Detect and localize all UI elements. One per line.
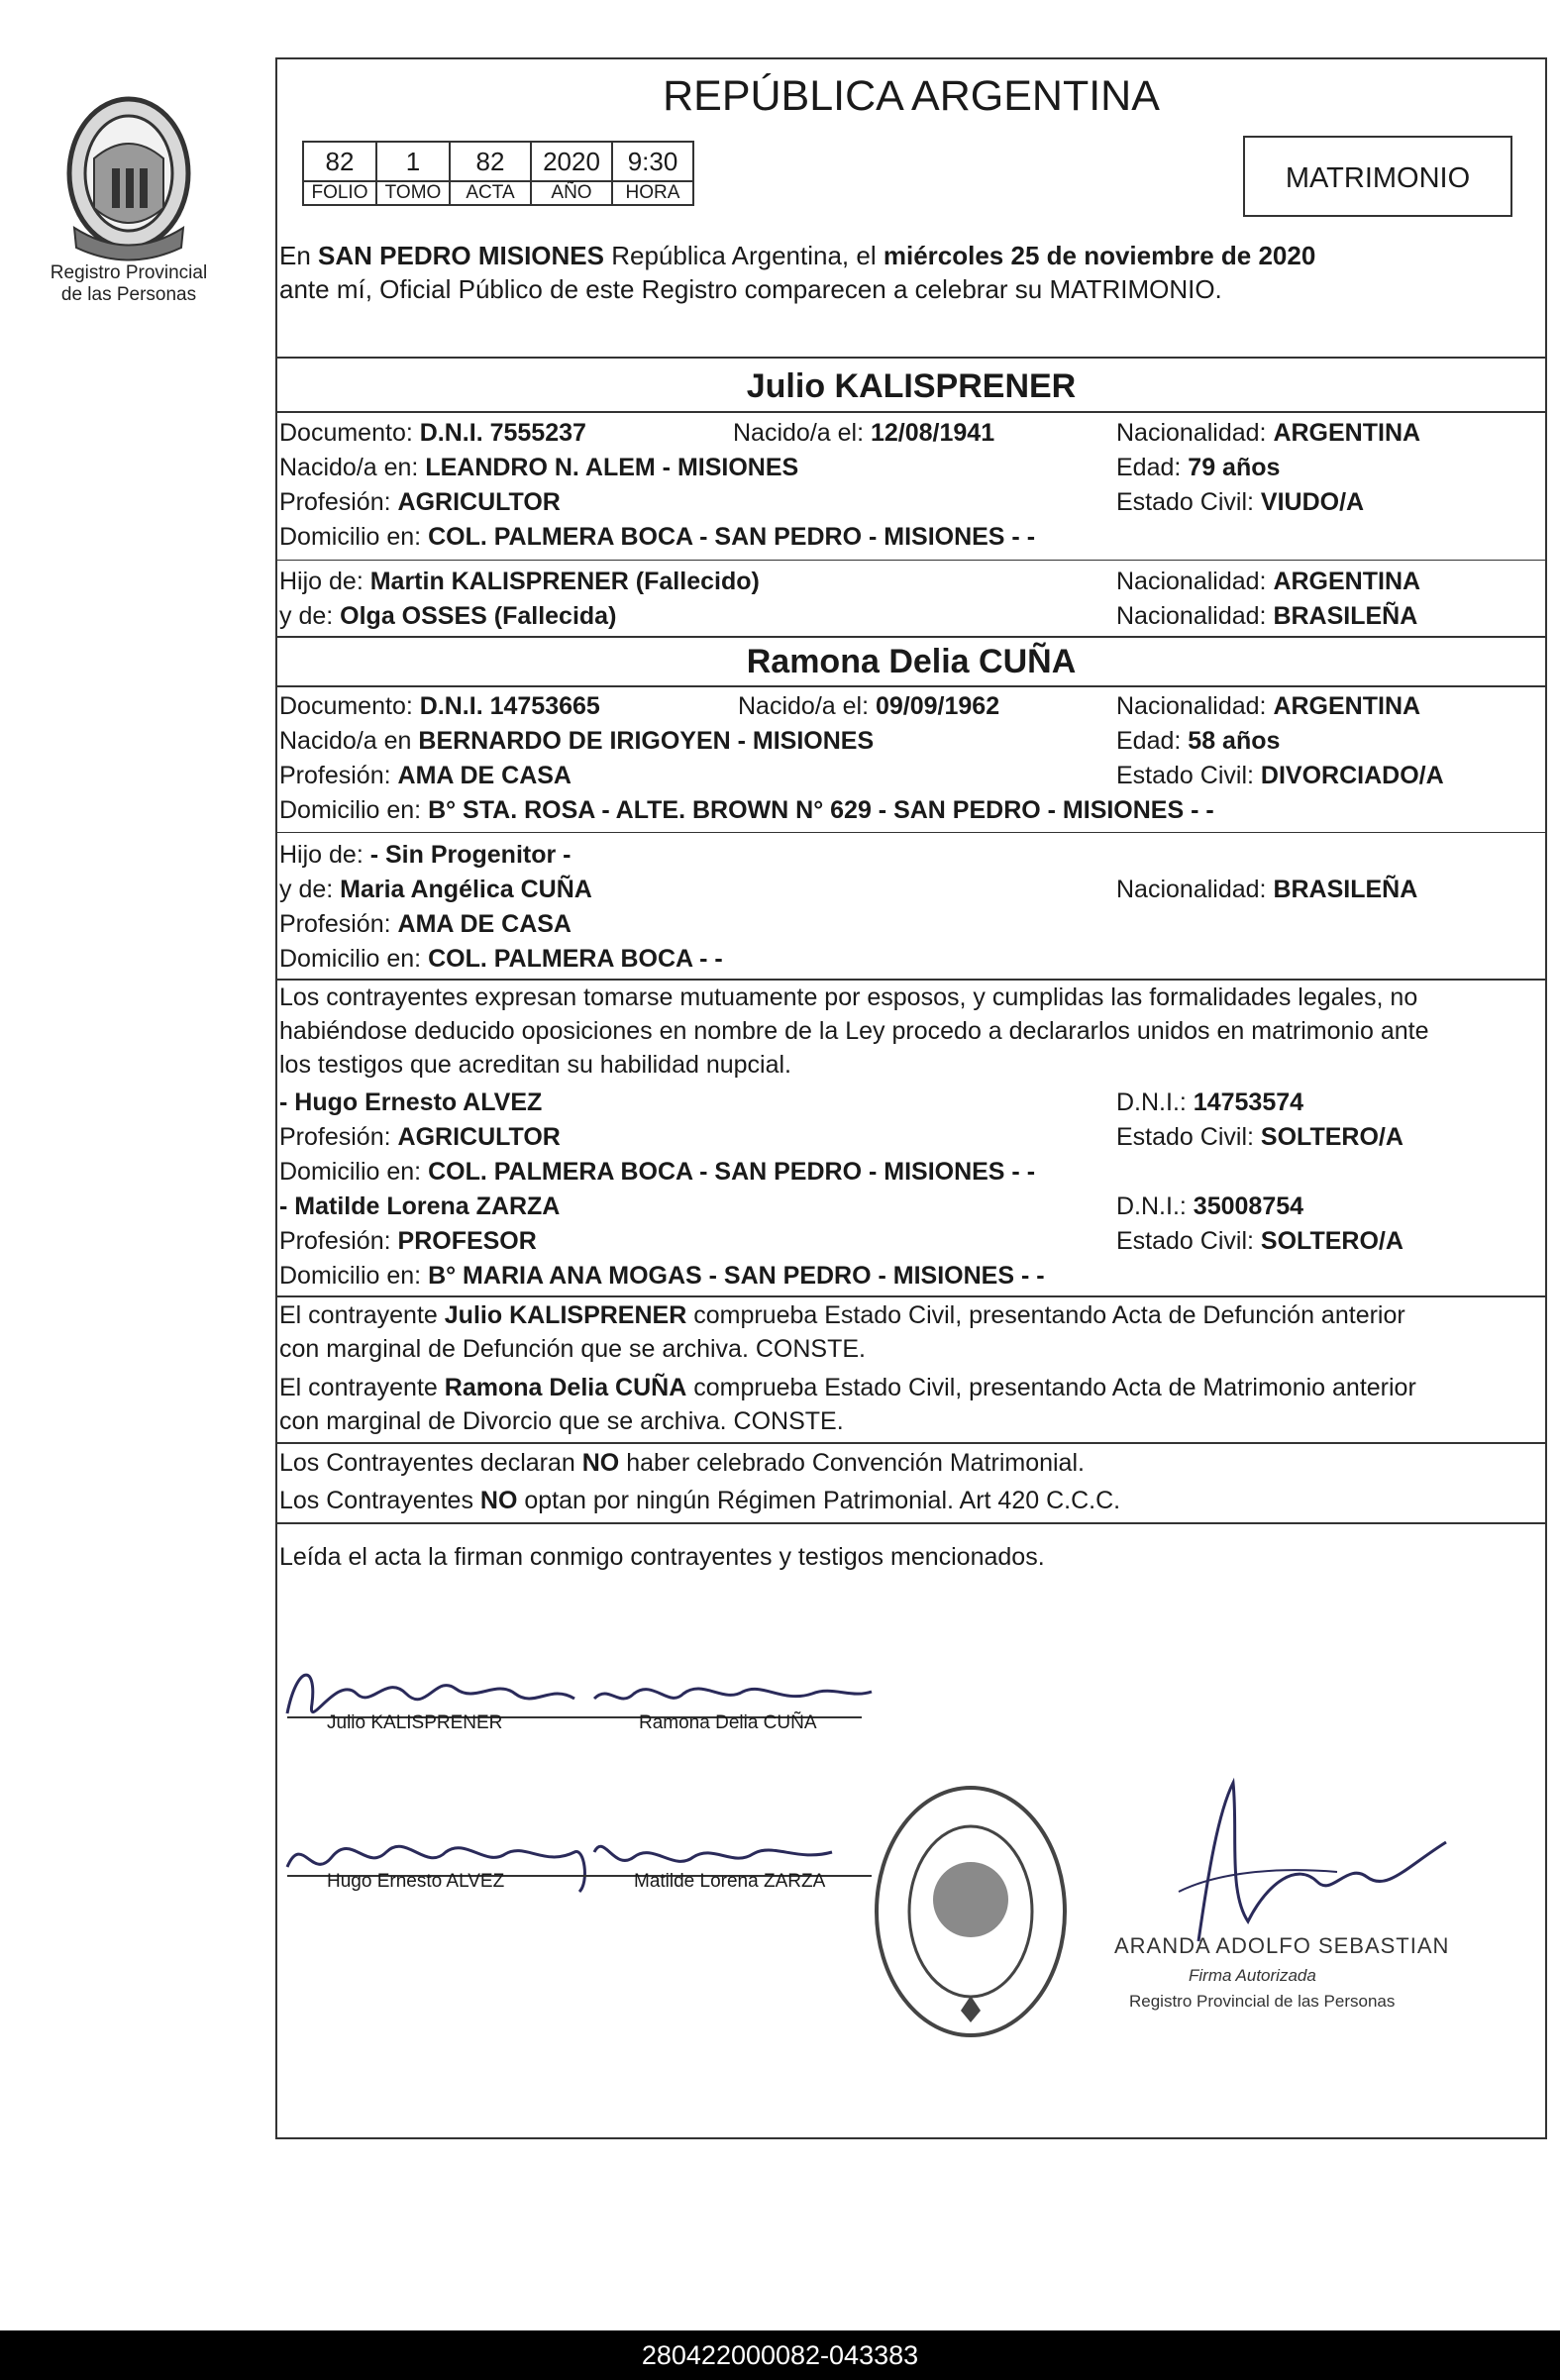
groom-profession: AGRICULTOR [397, 488, 561, 516]
groom-civil-note-2: con marginal de Defunción que se archiva. CONSTE. [279, 1335, 866, 1363]
officer-handwritten-signature [1159, 1773, 1456, 1951]
witness-1-name: - Hugo Ernesto ALVEZ [279, 1088, 543, 1116]
witness-2-signature-label: Matilde Lorena ZARZA [634, 1871, 826, 1892]
convention-note: Los Contrayentes declaran NO haber celebrado Convención Matrimonial. [279, 1449, 1085, 1477]
declaration-line-2: habiéndose deducido oposiciones en nombre de la Ley procedo a declararlos unidos en matrimonio ante [279, 1017, 1429, 1045]
bride-doc: D.N.I. 14753665 [419, 692, 600, 720]
groom-mother: Olga OSSES (Fallecida) [340, 602, 617, 630]
groom-signature-label: Julio KALISPRENER [327, 1712, 503, 1733]
divider [275, 411, 1547, 413]
bride-civil-note-1: El contrayente Ramona Delia CUÑA comprueba Estado Civil, presentando Acta de Matrimonio anterior [279, 1374, 1416, 1401]
document-code-footer: 280422000082-043383 [0, 2330, 1560, 2380]
bride-mother-address: COL. PALMERA BOCA - - [428, 945, 723, 973]
officer-org: Registro Provincial de las Personas [1129, 1992, 1396, 2011]
witness-2-civil-status: SOLTERO/A [1260, 1227, 1404, 1255]
divider [275, 357, 1547, 359]
witness-2-address: B° MARIA ANA MOGAS - SAN PEDRO - MISIONES - - [428, 1262, 1045, 1290]
intro-date: miércoles 25 de noviembre de 2020 [883, 241, 1316, 270]
witness-1-dni: 14753574 [1193, 1088, 1304, 1116]
witness-1-signature-label: Hugo Ernesto ALVEZ [327, 1871, 505, 1892]
closing-text: Leída el acta la firman conmigo contrayentes y testigos mencionados. [279, 1543, 1045, 1571]
divider [275, 1522, 1547, 1524]
groom-address: COL. PALMERA BOCA - SAN PEDRO - MISIONES - - [428, 523, 1036, 551]
folio-label: FOLIO [303, 181, 376, 205]
act-type-box: MATRIMONIO [1243, 136, 1512, 217]
groom-age: 79 años [1188, 454, 1281, 481]
registry-logo [30, 89, 228, 327]
bride-civil-status: DIVORCIADO/A [1260, 762, 1444, 789]
groom-mother-nationality: BRASILEÑA [1273, 602, 1418, 630]
intro-line-2: ante mí, Oficial Público de este Registro comparecen a celebrar su MATRIMONIO. [279, 274, 1222, 304]
divider [275, 560, 1547, 561]
groom-birthplace: LEANDRO N. ALEM - MISIONES [425, 454, 799, 481]
divider [275, 1295, 1547, 1297]
divider [275, 979, 1547, 981]
witness-2-dni: 35008754 [1193, 1192, 1304, 1220]
groom-nationality: ARGENTINA [1273, 419, 1421, 447]
bride-address: B° STA. ROSA - ALTE. BROWN N° 629 - SAN PEDRO - MISIONES - - [428, 796, 1214, 824]
regime-note: Los Contrayentes NO optan por ningún Régimen Patrimonial. Art 420 C.C.C. [279, 1487, 1121, 1514]
groom-father: Martin KALISPRENER (Fallecido) [369, 568, 760, 595]
bride-name: Ramona Delia CUÑA [746, 643, 1077, 680]
bride-mother-nationality: BRASILEÑA [1273, 876, 1418, 903]
anio-value: 2020 [531, 142, 612, 181]
acta-value: 82 [450, 142, 531, 181]
bride-age: 58 años [1188, 727, 1281, 755]
logo-caption-2: de las Personas [60, 284, 197, 305]
hora-value: 9:30 [612, 142, 693, 181]
bride-profession: AMA DE CASA [397, 762, 572, 789]
divider [275, 636, 1547, 638]
bride-civil-note-2: con marginal de Divorcio que se archiva. CONSTE. [279, 1407, 844, 1435]
declaration-line-3: los testigos que acreditan su habilidad nupcial. [279, 1051, 792, 1079]
divider [275, 1442, 1547, 1444]
witness-1-civil-status: SOLTERO/A [1260, 1123, 1404, 1151]
groom-civil-note-1: El contrayente Julio KALISPRENER comprueba Estado Civil, presentando Acta de Defunción anterior [279, 1301, 1405, 1329]
tomo-value: 1 [376, 142, 450, 181]
divider [275, 685, 1547, 687]
document-title: REPÚBLICA ARGENTINA [663, 72, 1160, 120]
groom-civil-status: VIUDO/A [1260, 488, 1365, 516]
officer-name: ARANDA ADOLFO SEBASTIAN [1114, 1933, 1450, 1958]
officer-title: Firma Autorizada [1189, 1966, 1316, 1985]
groom-doc: D.N.I. 7555237 [419, 419, 586, 447]
tomo-label: TOMO [376, 181, 450, 205]
groom-name: Julio KALISPRENER [746, 367, 1077, 405]
divider [275, 832, 1547, 833]
bride-signature-label: Ramona Delia CUÑA [639, 1712, 817, 1733]
bride-birthdate: 09/09/1962 [875, 692, 1000, 720]
declaration-line-1: Los contrayentes expresan tomarse mutuamente por esposos, y cumplidas las formalidades legales, no [279, 983, 1418, 1011]
intro-place: SAN PEDRO MISIONES [318, 241, 604, 270]
witness-2-name: - Matilde Lorena ZARZA [279, 1192, 561, 1220]
folio-value: 82 [303, 142, 376, 181]
bride-mother-profession: AMA DE CASA [397, 910, 572, 938]
groom-father-nationality: ARGENTINA [1273, 568, 1421, 595]
registry-numbers [302, 141, 694, 206]
bride-mother: Maria Angélica CUÑA [340, 876, 592, 903]
groom-birthdate: 12/08/1941 [870, 419, 995, 447]
coat-of-arms-icon [54, 89, 203, 262]
acta-label: ACTA [450, 181, 531, 205]
registry-seal-icon [872, 1783, 1070, 2040]
witness-1-address: COL. PALMERA BOCA - SAN PEDRO - MISIONES - - [428, 1158, 1036, 1186]
logo-caption-1: Registro Provincial [50, 262, 208, 283]
hora-label: HORA [612, 181, 693, 205]
bride-nationality: ARGENTINA [1273, 692, 1421, 720]
anio-label: AÑO [531, 181, 612, 205]
bride-father: - Sin Progenitor - [369, 841, 572, 869]
bride-birthplace: BERNARDO DE IRIGOYEN - MISIONES [418, 727, 875, 755]
witness-2-profession: PROFESOR [397, 1227, 537, 1255]
intro-line-1: En SAN PEDRO MISIONES República Argentina, el miércoles 25 de noviembre de 2020 [279, 241, 1316, 270]
witness-1-profession: AGRICULTOR [397, 1123, 561, 1151]
